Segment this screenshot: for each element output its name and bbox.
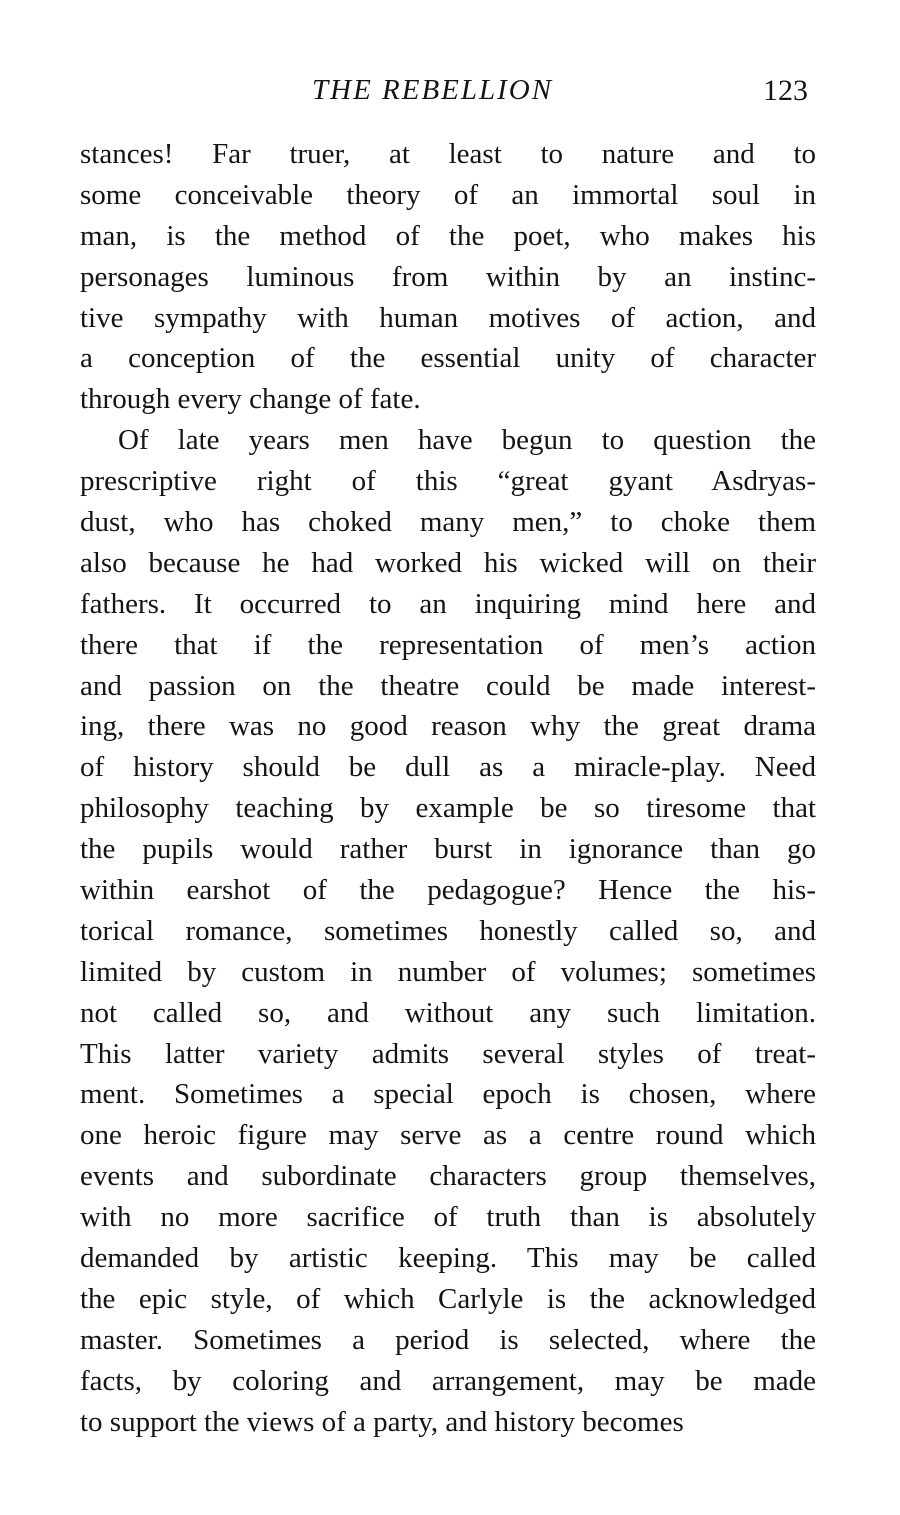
text-line: of history should be dull as a miracle-play. Need (80, 751, 816, 784)
running-title: THE REBELLION (312, 74, 554, 106)
text-line: also because he had worked his wicked will on their (80, 546, 816, 579)
text-line: torical romance, sometimes honestly called so, and (80, 914, 816, 947)
text-line: man, is the method of the poet, who makes his (80, 219, 816, 252)
text-line: events and subordinate characters group themselves, (80, 1160, 816, 1193)
text-line: facts, by coloring and arrangement, may be made (80, 1364, 816, 1397)
text-line: Of late years men have begun to question the (118, 424, 816, 457)
text-line: limited by custom in number of volumes; sometimes (80, 955, 816, 988)
text-line: personages luminous from within by an instinc- (80, 260, 816, 293)
text-line: tive sympathy with human motives of action, and (80, 301, 816, 334)
text-line: ing, there was no good reason why the great drama (80, 710, 816, 743)
text-line: fathers. It occurred to an inquiring mind here and (80, 587, 816, 620)
text-line: one heroic figure may serve as a centre round which (80, 1119, 816, 1152)
text-line: the epic style, of which Carlyle is the acknowledged (80, 1282, 816, 1315)
text-line: within earshot of the pedagogue? Hence the his- (80, 874, 816, 907)
text-line: through every change of fate. (80, 383, 421, 416)
body-text (80, 134, 816, 1443)
text-line: the pupils would rather burst in ignorance than go (80, 833, 816, 866)
text-line: some conceivable theory of an immortal soul in (80, 178, 816, 211)
text-line: with no more sacrifice of truth than is absolutely (80, 1201, 816, 1234)
text-line: prescriptive right of this “great gyant Asdryas- (80, 465, 816, 498)
text-line: to support the views of a party, and history becomes (80, 1405, 684, 1438)
text-line: not called so, and without any such limitation. (80, 996, 816, 1029)
text-line: dust, who has choked many men,” to choke them (80, 506, 816, 539)
text-line: demanded by artistic keeping. This may be called (80, 1242, 816, 1275)
page-header (80, 74, 808, 114)
text-line: philosophy teaching by example be so tiresome that (80, 792, 816, 825)
text-line: stances! Far truer, at least to nature and to (80, 138, 816, 170)
text-line: and passion on the theatre could be made interest- (80, 669, 816, 702)
page-number: 123 (763, 74, 808, 107)
text-line: ment. Sometimes a special epoch is chosen, where (80, 1078, 816, 1111)
text-line: master. Sometimes a period is selected, where the (80, 1323, 816, 1356)
text-line: This latter variety admits several styles of treat- (80, 1037, 816, 1070)
text-line: a conception of the essential unity of character (80, 342, 816, 375)
text-line: there that if the representation of men’s action (80, 628, 816, 661)
